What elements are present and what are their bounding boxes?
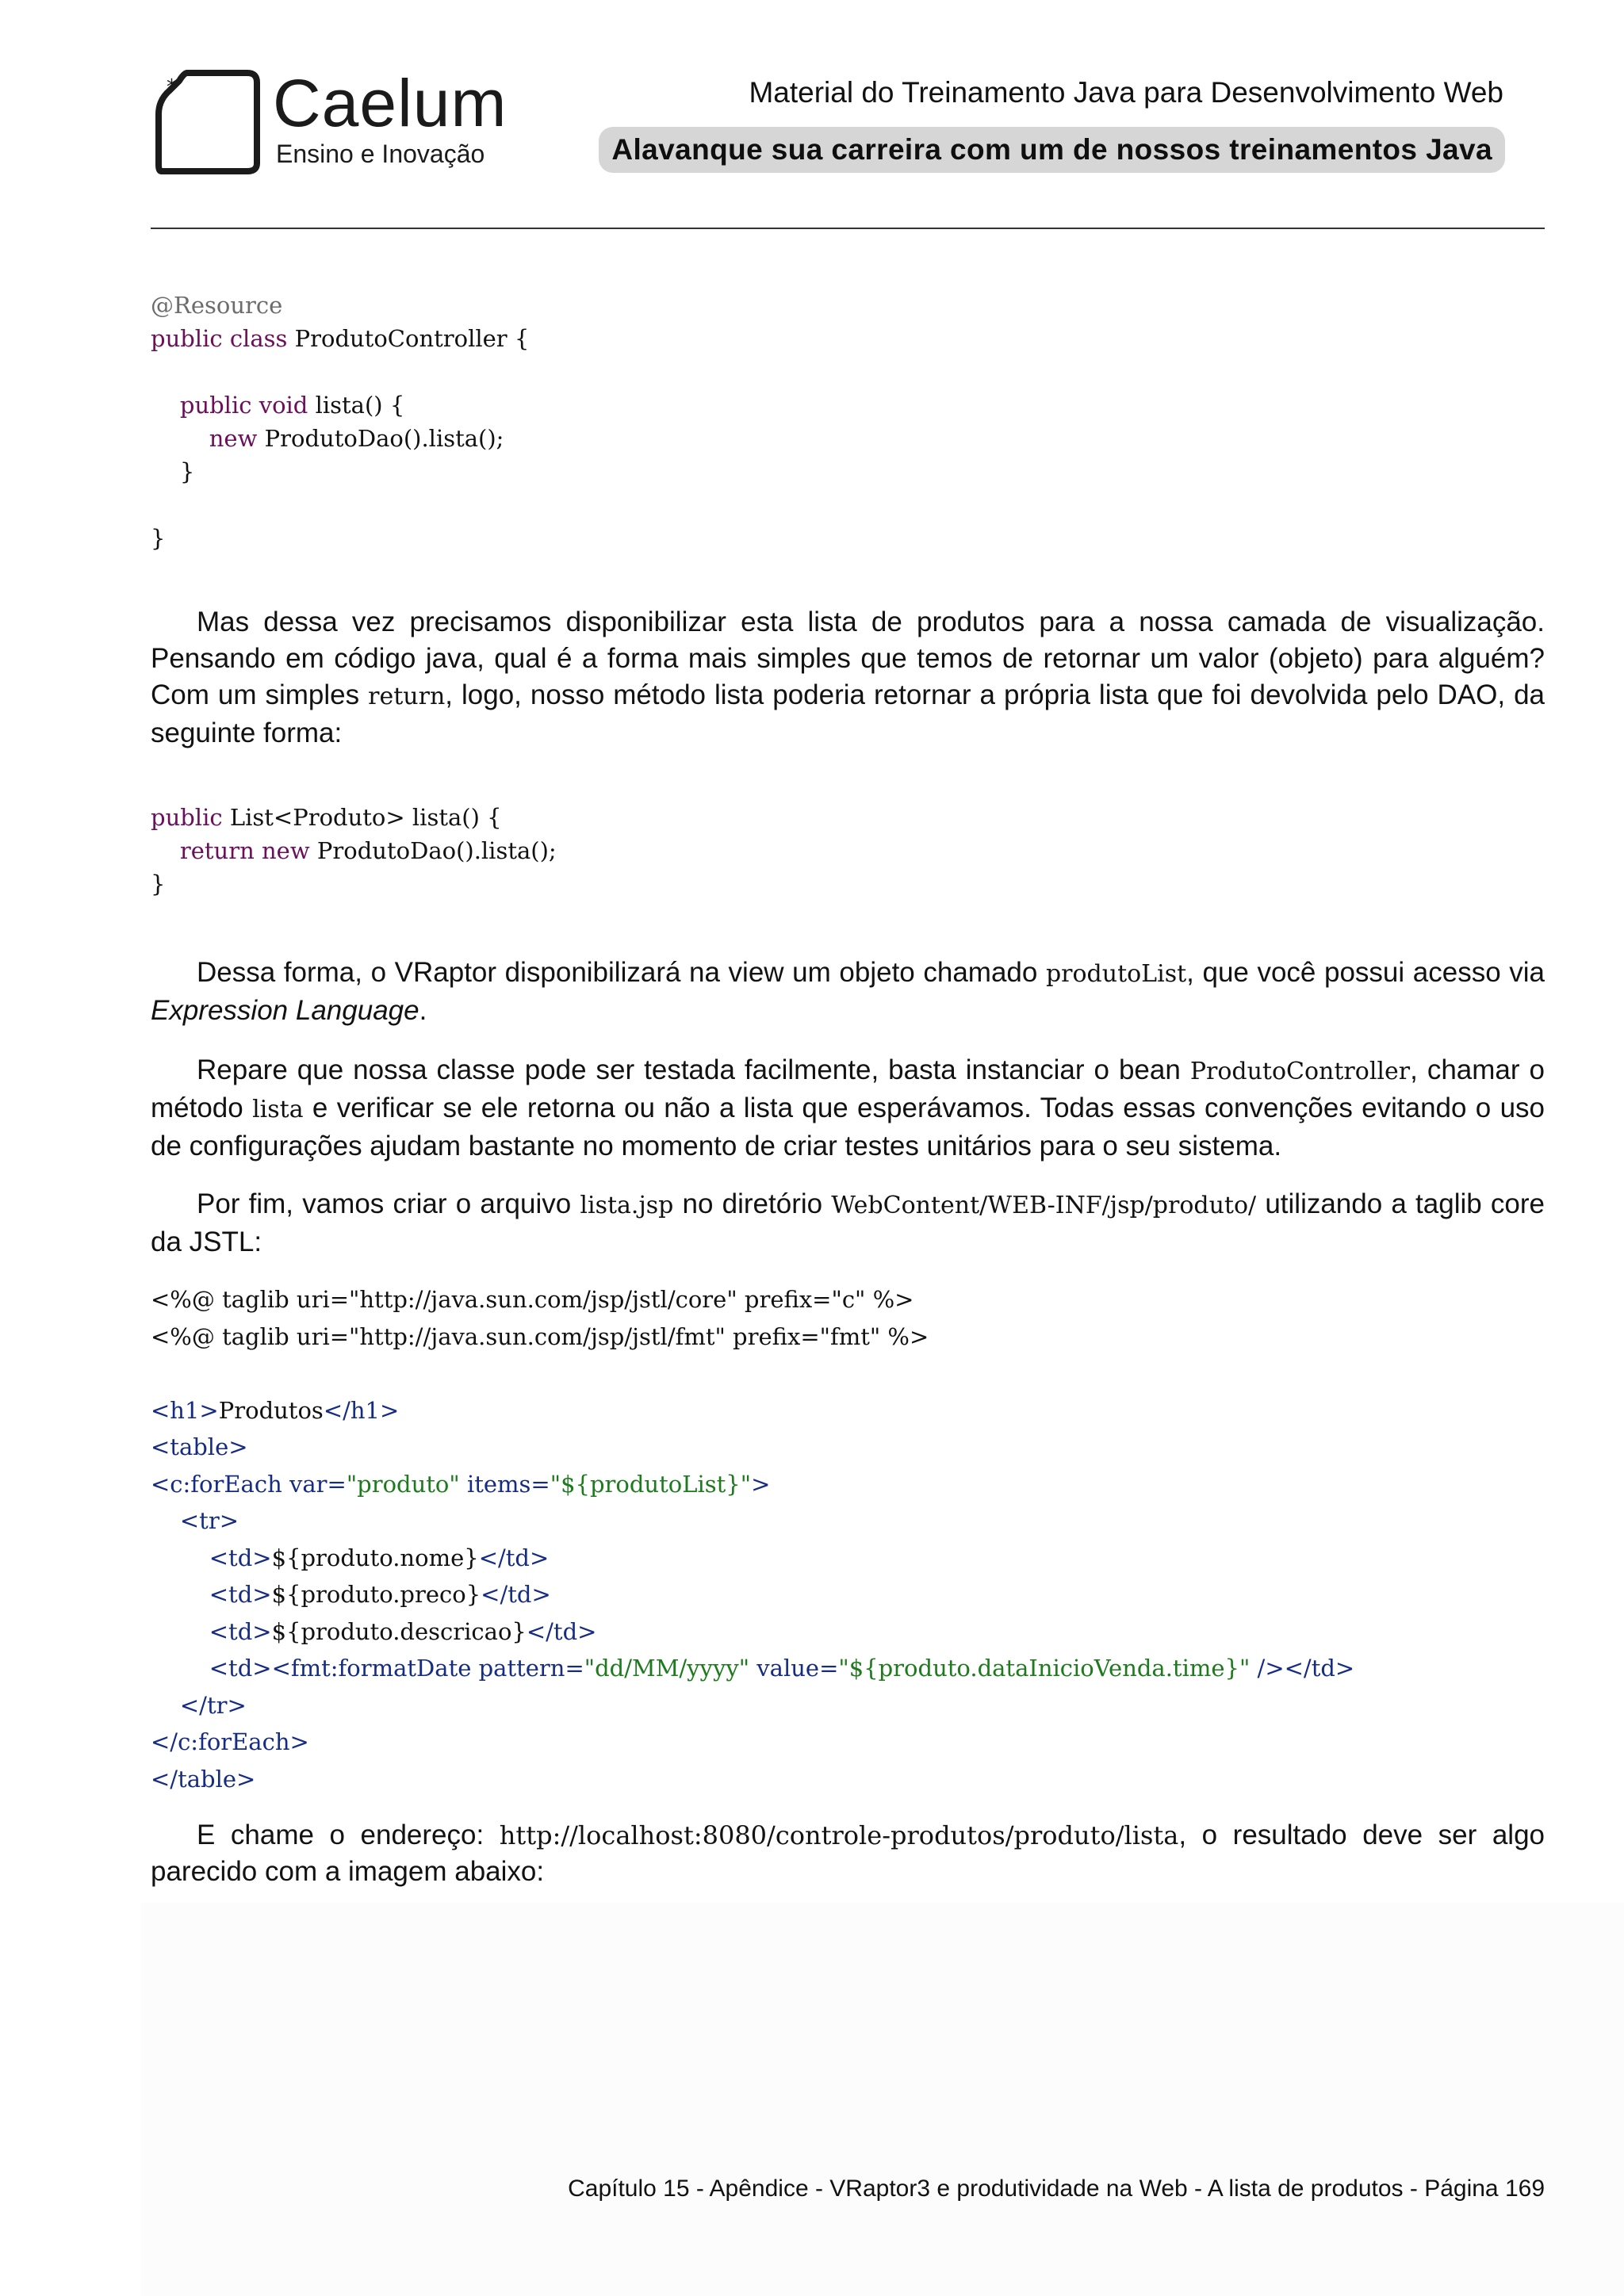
code-text: }: [151, 525, 166, 552]
code-tag: <table>: [151, 1433, 248, 1460]
code-line: [151, 801, 557, 834]
code-tag: <td>: [209, 1581, 272, 1608]
paragraph-text: , que você possui acesso via: [1186, 957, 1545, 988]
paragraph-text: Dessa forma, o VRaptor disponibilizará na view um objeto chamado: [197, 957, 1046, 988]
code-keyword: public void: [179, 392, 308, 419]
code-text: ${produto.nome}: [271, 1544, 479, 1571]
code-line: [151, 1281, 1354, 1318]
caelum-logo: [155, 66, 508, 174]
code-attribute: pattern=: [471, 1655, 584, 1682]
paragraph-jsp: [151, 1186, 1545, 1261]
code-line: [151, 1724, 1354, 1761]
code-string: "produto": [346, 1470, 460, 1498]
code-line: [151, 1466, 1354, 1503]
code-tag: >: [751, 1470, 771, 1498]
svg-text:*: *: [167, 75, 177, 99]
code-text: List<Produto> lista() {: [222, 804, 502, 831]
code-tag: <fmt:formatDate: [271, 1655, 472, 1682]
paragraph-text: , o resultado deve ser algo parecido com a imagem abaixo:: [151, 1820, 1545, 1887]
code-text: }: [179, 458, 195, 485]
code-text: ProdutoController {: [287, 325, 530, 352]
paragraph-text: , chamar o método: [151, 1054, 1545, 1123]
code-tag: <h1>: [151, 1396, 219, 1424]
code-tag: </tr>: [179, 1691, 247, 1719]
inline-code: WebContent/WEB-INF/jsp/produto/: [831, 1192, 1257, 1219]
code-tag: </td>: [481, 1581, 551, 1608]
code-line: [151, 522, 529, 555]
paragraph-text: utilizando a taglib core da JSTL:: [151, 1188, 1545, 1257]
code-line: [151, 1576, 1354, 1613]
paragraph-text: , logo, nosso método lista poderia retornar a própria lista que foi devolvida pelo DAO, da seguinte forma:: [151, 679, 1545, 748]
code-tag: </td>: [526, 1617, 597, 1645]
code-line: [151, 388, 529, 422]
code-annotation: @Resource: [151, 292, 283, 319]
code-line: [151, 1355, 1354, 1392]
code-text: ProdutoDao().lista();: [309, 837, 557, 864]
code-text: }: [151, 871, 166, 897]
code-tag: </table>: [151, 1765, 256, 1793]
code-tag: <c:forEach: [151, 1470, 282, 1498]
paragraph-text: Repare que nossa classe pode ser testada facilmente, basta instanciar o bean: [197, 1054, 1190, 1085]
code-attribute: value=: [749, 1655, 839, 1682]
code-tag: />: [1250, 1655, 1285, 1682]
logo-name: Caelum: [273, 66, 508, 140]
code-tag: </td>: [478, 1544, 550, 1571]
page-shade: [141, 1903, 1624, 2296]
paragraph-testing: [151, 1052, 1545, 1165]
code-keyword: public: [151, 804, 223, 831]
code-text: <%@ taglib uri="http://java.sun.com/jsp/jstl/fmt" prefix="fmt" %>: [151, 1322, 929, 1350]
paragraph-text: Mas dessa vez precisamos disponibilizar esta lista de produtos para a nossa camada de visualização. Pensando em código java, qual é a forma mais simples que temos de retornar um valor (objeto) para alguém? Com um simples: [151, 607, 1545, 710]
code-block-jsp: [151, 1281, 1354, 1797]
code-text: ${produto.descricao}: [271, 1617, 527, 1645]
inline-code: ProdutoController: [1189, 1058, 1411, 1085]
inline-code: lista: [252, 1096, 304, 1123]
code-line: [151, 834, 557, 867]
inline-code: return: [368, 683, 446, 710]
code-string: "dd/MM/yyyy": [584, 1655, 750, 1682]
code-line: [151, 1687, 1354, 1724]
code-line: [151, 1613, 1354, 1651]
code-line: [151, 1392, 1354, 1429]
url-text: http://localhost:8080/controle-produtos/produto/lista: [499, 1820, 1179, 1850]
code-string: "${produto.dataInicioVenda.time}": [838, 1655, 1251, 1682]
logo-tagline: Ensino e Inovação: [276, 140, 485, 168]
code-keyword: new: [209, 425, 258, 452]
paragraph-text: e verificar se ele retorna ou não a lista que esperávamos. Todas essas convenções evitando o uso de configurações ajudam bastante no momento de criar testes unitários para o seu sistema.: [151, 1093, 1545, 1161]
code-tag: <td>: [209, 1617, 272, 1645]
code-attribute: var=: [282, 1470, 347, 1498]
inline-code: produtoList: [1045, 960, 1187, 988]
code-text: Produtos: [218, 1396, 324, 1424]
code-line: [151, 1540, 1354, 1577]
code-line: [151, 1502, 1354, 1540]
code-keyword: public class: [151, 325, 288, 352]
paragraph-text: .: [419, 995, 427, 1026]
code-attribute: items=: [459, 1470, 550, 1498]
paragraph-address: [151, 1817, 1545, 1890]
code-tag: <tr>: [179, 1507, 239, 1534]
code-line: [151, 455, 529, 488]
header-banner: Alavanque sua carreira com um de nossos treinamentos Java: [599, 127, 1505, 173]
header-divider: [151, 228, 1545, 229]
code-text: lista() {: [308, 392, 405, 419]
code-text: <%@ taglib uri="http://java.sun.com/jsp/jstl/core" prefix="c" %>: [151, 1286, 914, 1313]
paragraph-view: [151, 955, 1545, 1029]
code-line: [151, 355, 529, 388]
code-tag: <td>: [209, 1655, 272, 1682]
page-footer: Capítulo 15 - Apêndice - VRaptor3 e produtividade na Web - A lista de produtos - Página 169: [568, 2175, 1545, 2202]
code-text: ProdutoDao().lista();: [257, 425, 504, 452]
code-tag: </c:forEach>: [151, 1728, 309, 1755]
inline-code: lista.jsp: [580, 1192, 674, 1219]
code-line: [151, 1318, 1354, 1356]
code-line: [151, 1429, 1354, 1466]
code-line: [151, 867, 557, 901]
paragraph-text: no diretório: [673, 1188, 832, 1219]
header-title: Material do Treinamento Java para Desenvolvimento Web: [749, 76, 1503, 109]
code-line: [151, 322, 529, 355]
code-line: [151, 289, 529, 322]
emphasis-text: Expression Language: [151, 995, 419, 1026]
paragraph-intro: [151, 604, 1545, 752]
code-tag: </td>: [1284, 1655, 1355, 1682]
code-keyword: return new: [179, 837, 310, 864]
code-block-lista-method: [151, 801, 557, 901]
code-line: [151, 422, 529, 455]
code-text: ${produto.preco}: [271, 1581, 481, 1608]
code-line: [151, 1761, 1354, 1798]
code-block-controller: [151, 289, 529, 555]
code-line: [151, 488, 529, 522]
code-string: "${produtoList}": [550, 1470, 752, 1498]
code-line: [151, 1650, 1354, 1687]
code-tag: </h1>: [323, 1396, 400, 1424]
paragraph-text: E chame o endereço:: [197, 1820, 500, 1850]
code-tag: <td>: [209, 1544, 272, 1571]
caelum-logo-icon: [155, 70, 260, 174]
paragraph-text: Por fim, vamos criar o arquivo: [197, 1188, 580, 1219]
